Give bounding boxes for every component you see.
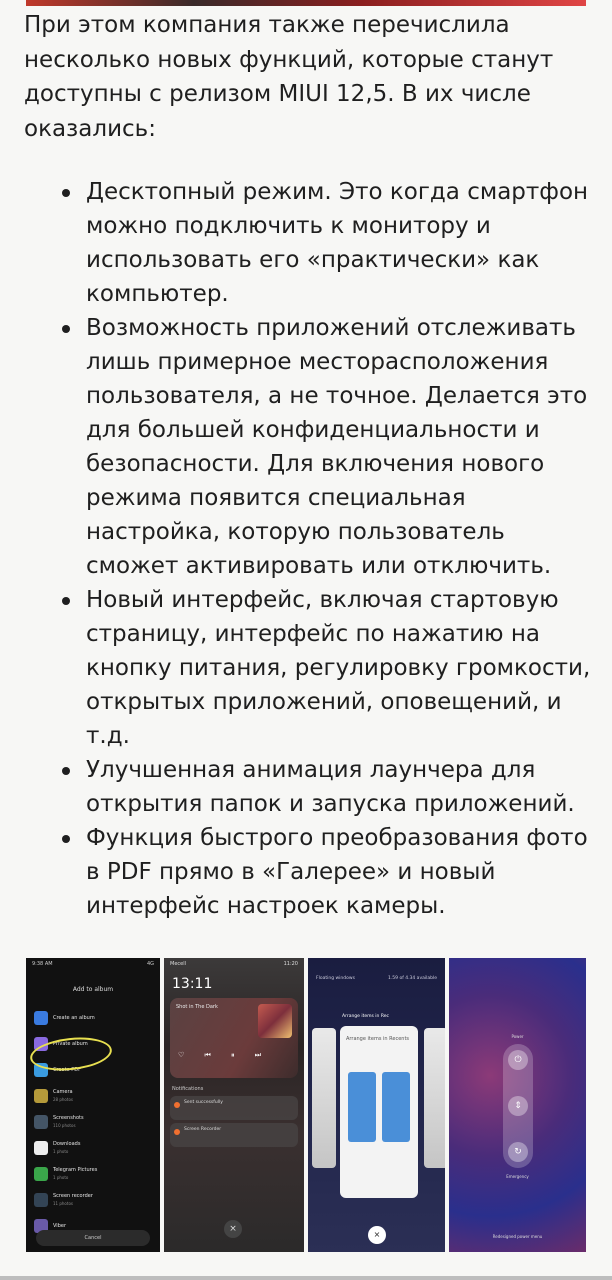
window-preview [382, 1072, 410, 1142]
status-time: 11:20 [283, 961, 298, 967]
memory-label: 1.59 of 4.34 available [388, 976, 437, 981]
album-name: Create an album [53, 1014, 95, 1021]
album-thumbnail-icon [34, 1167, 48, 1181]
status-bar [26, 958, 160, 970]
previous-image-edge [26, 0, 586, 6]
album-label [53, 1141, 80, 1155]
album-thumbnail-icon [34, 1193, 48, 1207]
power-slider[interactable] [503, 1044, 533, 1168]
album-thumbnail-icon [34, 1089, 48, 1103]
clock: 13:11 [172, 976, 213, 992]
album-count: 28 photos [53, 1097, 73, 1102]
list-item[interactable] [26, 1135, 160, 1161]
footer-label: Redesigned power menu [492, 1234, 543, 1239]
album-name: Camera [53, 1089, 73, 1095]
list-item: Функция быстрого преобразования фото в PDF прямо в «Галерее» и новый интерфейс настроек камеры. [86, 821, 596, 923]
screenshot-power-menu[interactable] [449, 958, 586, 1252]
close-icon[interactable]: × [368, 1226, 386, 1244]
window-preview [348, 1072, 376, 1142]
floating-windows-label: Floating windows [316, 976, 355, 981]
album-count: 1 photo [53, 1175, 69, 1180]
album-name: Viber [53, 1222, 67, 1229]
status-time: 9:38 AM [32, 961, 53, 967]
sheet-title: Add to album [72, 986, 114, 993]
album-name: Screen recorder [53, 1193, 93, 1199]
notification-card[interactable]: Sent successfully [170, 1096, 298, 1120]
list-item: Улучшенная анимация лаунчера для открытия папок и запуска приложений. [86, 753, 596, 821]
app-card-center[interactable] [340, 1026, 418, 1198]
feature-list [24, 175, 596, 923]
notifications-heading: Notifications [172, 1086, 204, 1092]
screenshot-notifications[interactable] [164, 958, 304, 1252]
list-item: Десктопный режим. Это когда смартфон можно подключить к монитору и использовать его «практически» как компьютер. [86, 175, 596, 311]
app-card-left[interactable] [312, 1028, 336, 1168]
emergency-label: Emergency [506, 1174, 529, 1179]
recents-header [308, 958, 445, 981]
list-item[interactable] [26, 1083, 160, 1109]
song-title: Shot in The Dark [176, 1004, 218, 1010]
article-intro-paragraph: При этом компания также перечислила несколько новых функций, которые станут доступны с релизом MIUI 12,5. В их числе оказались: [24, 12, 554, 142]
cancel-button[interactable]: Cancel [36, 1230, 150, 1246]
media-controls[interactable]: ♡ ⏮ ⏸ ⏭ [178, 1051, 271, 1059]
notification-card[interactable]: Screen Recorder [170, 1123, 298, 1147]
power-label: Power [511, 1034, 524, 1039]
album-label [53, 1089, 73, 1103]
slider-handle-icon[interactable]: ⇕ [508, 1096, 528, 1116]
power-icon[interactable]: ⏻ [508, 1050, 528, 1070]
album-thumbnail-icon [34, 1011, 48, 1025]
album-label [53, 1167, 97, 1181]
card-app-title: Arrange items in Rec [342, 1014, 390, 1019]
list-item[interactable] [26, 1109, 160, 1135]
card-text: Arrange items in Recents [346, 1036, 410, 1042]
album-thumbnail-icon [34, 1141, 48, 1155]
app-card-right[interactable] [424, 1028, 445, 1168]
miui-screenshots-gallery[interactable] [26, 958, 586, 1252]
album-name: Create PDF [53, 1066, 81, 1073]
album-name: Private album [53, 1040, 88, 1047]
status-bar [164, 958, 304, 970]
album-count: 11 photos [53, 1201, 73, 1206]
album-label [53, 1193, 93, 1207]
screenshot-add-to-album[interactable] [26, 958, 160, 1252]
album-thumbnail-icon [34, 1115, 48, 1129]
status-network: 4G [146, 961, 154, 967]
album-name: Downloads [53, 1141, 81, 1147]
restart-icon[interactable]: ↻ [508, 1142, 528, 1162]
album-art [258, 1004, 292, 1038]
close-icon[interactable]: × [224, 1220, 242, 1238]
album-name: Telegram Pictures [53, 1167, 98, 1173]
list-item[interactable] [26, 1187, 160, 1213]
list-item: Возможность приложений отслеживать лишь примерное месторасположения пользователя, а не точное. Делается это для большей конфиденциальности и безопасности. Для включения нового режима появится специальная настройка, которую пользователь сможет активировать или отключить. [86, 311, 596, 583]
album-label [53, 1115, 84, 1129]
divider [0, 1276, 612, 1280]
screenshot-recents[interactable] [308, 958, 445, 1252]
list-item[interactable] [26, 1161, 160, 1187]
album-name: Screenshots [53, 1115, 84, 1121]
album-count: 110 photos [53, 1123, 76, 1128]
list-item: Новый интерфейс, включая стартовую страницу, интерфейс по нажатию на кнопку питания, регулировку громкости, открытых приложений, оповещений, и т.д. [86, 583, 596, 753]
album-count: 1 photo [53, 1149, 69, 1154]
media-player-card[interactable] [170, 998, 298, 1078]
carrier-label: Mecell [170, 961, 186, 967]
album-label [53, 1223, 66, 1230]
list-item[interactable] [26, 1005, 160, 1031]
album-label [53, 1015, 95, 1022]
